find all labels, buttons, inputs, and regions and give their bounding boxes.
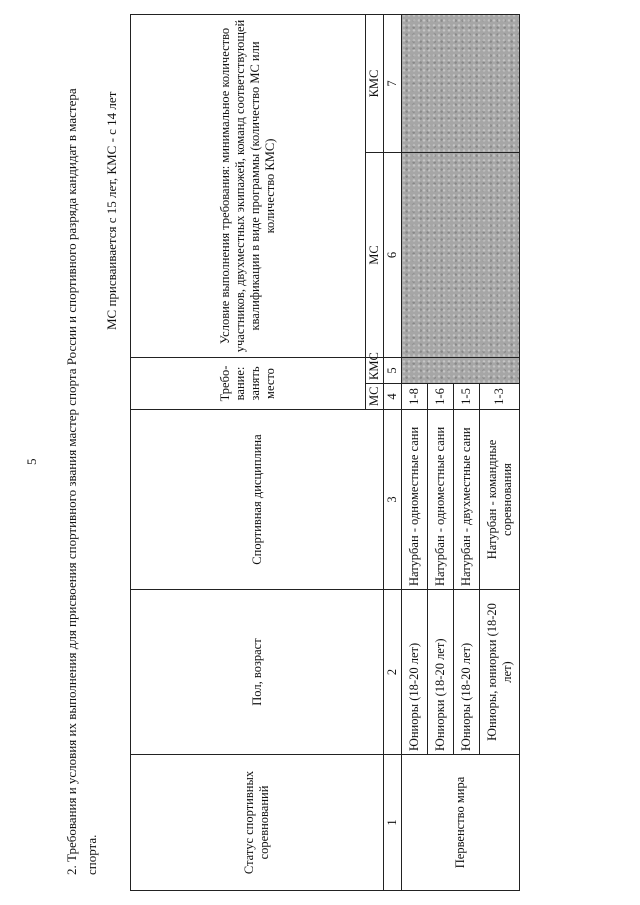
row-ms-place: 1-8 — [402, 384, 428, 410]
row-gender-age: Юниоры (18-20 лет) — [402, 590, 428, 755]
age-condition: МС присваивается с 15 лет, КМС - с 14 лет — [104, 91, 119, 330]
row-discipline: Натурбан - одноместные сани — [428, 410, 454, 590]
header-condition: Условие выполнения требования: минимальное количество участников, двухместных экипажей, команд соответствующей квалификации в виде программы (количество МС или количество КМС) — [131, 15, 366, 358]
col-number: 1 — [384, 755, 402, 891]
row-discipline: Натурбан - командные соревнования — [480, 410, 520, 590]
row-ms-place: 1-3 — [480, 384, 520, 410]
col-number: 5 — [384, 358, 402, 384]
row-gender-age: Юниорки (18-20 лет) — [428, 590, 454, 755]
row-discipline: Натурбан - двухместные сани — [454, 410, 480, 590]
col-number: 6 — [384, 153, 402, 358]
row-ms-place: 1-6 — [428, 384, 454, 410]
kms-place-shaded — [402, 358, 520, 384]
header-ms-place: МС — [366, 384, 384, 410]
table-row — [402, 15, 428, 891]
kms-condition-shaded — [402, 15, 520, 153]
header-gender-age: Пол, возраст — [131, 590, 384, 755]
header-requirement: Требо-вание: занять место — [131, 358, 366, 410]
page-number: 5 — [24, 458, 39, 465]
row-gender-age: Юниоры, юниорки (18-20 лет) — [480, 590, 520, 755]
header-status: Статус спортивных соревнований — [131, 755, 384, 891]
header-kms-condition: КМС — [366, 15, 384, 153]
intro-paragraph: 2. Требования и условия их выполнения для присвоения спортивного звания мастер спорта России и спортивного разряда кандидат в мастера спорта. — [64, 88, 99, 875]
header-kms-place: КМС — [366, 358, 384, 384]
row-discipline: Натурбан - одноместные сани — [402, 410, 428, 590]
header-ms-condition: МС — [366, 153, 384, 358]
competition-status: Первенство мира — [402, 755, 520, 891]
col-number: 3 — [384, 410, 402, 590]
header-discipline: Спортивная дисциплина — [131, 410, 384, 590]
column-number-row — [384, 15, 402, 891]
header-row — [131, 15, 366, 891]
row-gender-age: Юниоры (18-20 лет) — [454, 590, 480, 755]
col-number: 7 — [384, 15, 402, 153]
col-number: 2 — [384, 590, 402, 755]
requirements-table — [130, 14, 520, 891]
col-number: 4 — [384, 384, 402, 410]
row-ms-place: 1-5 — [454, 384, 480, 410]
ms-condition-shaded — [402, 153, 520, 358]
